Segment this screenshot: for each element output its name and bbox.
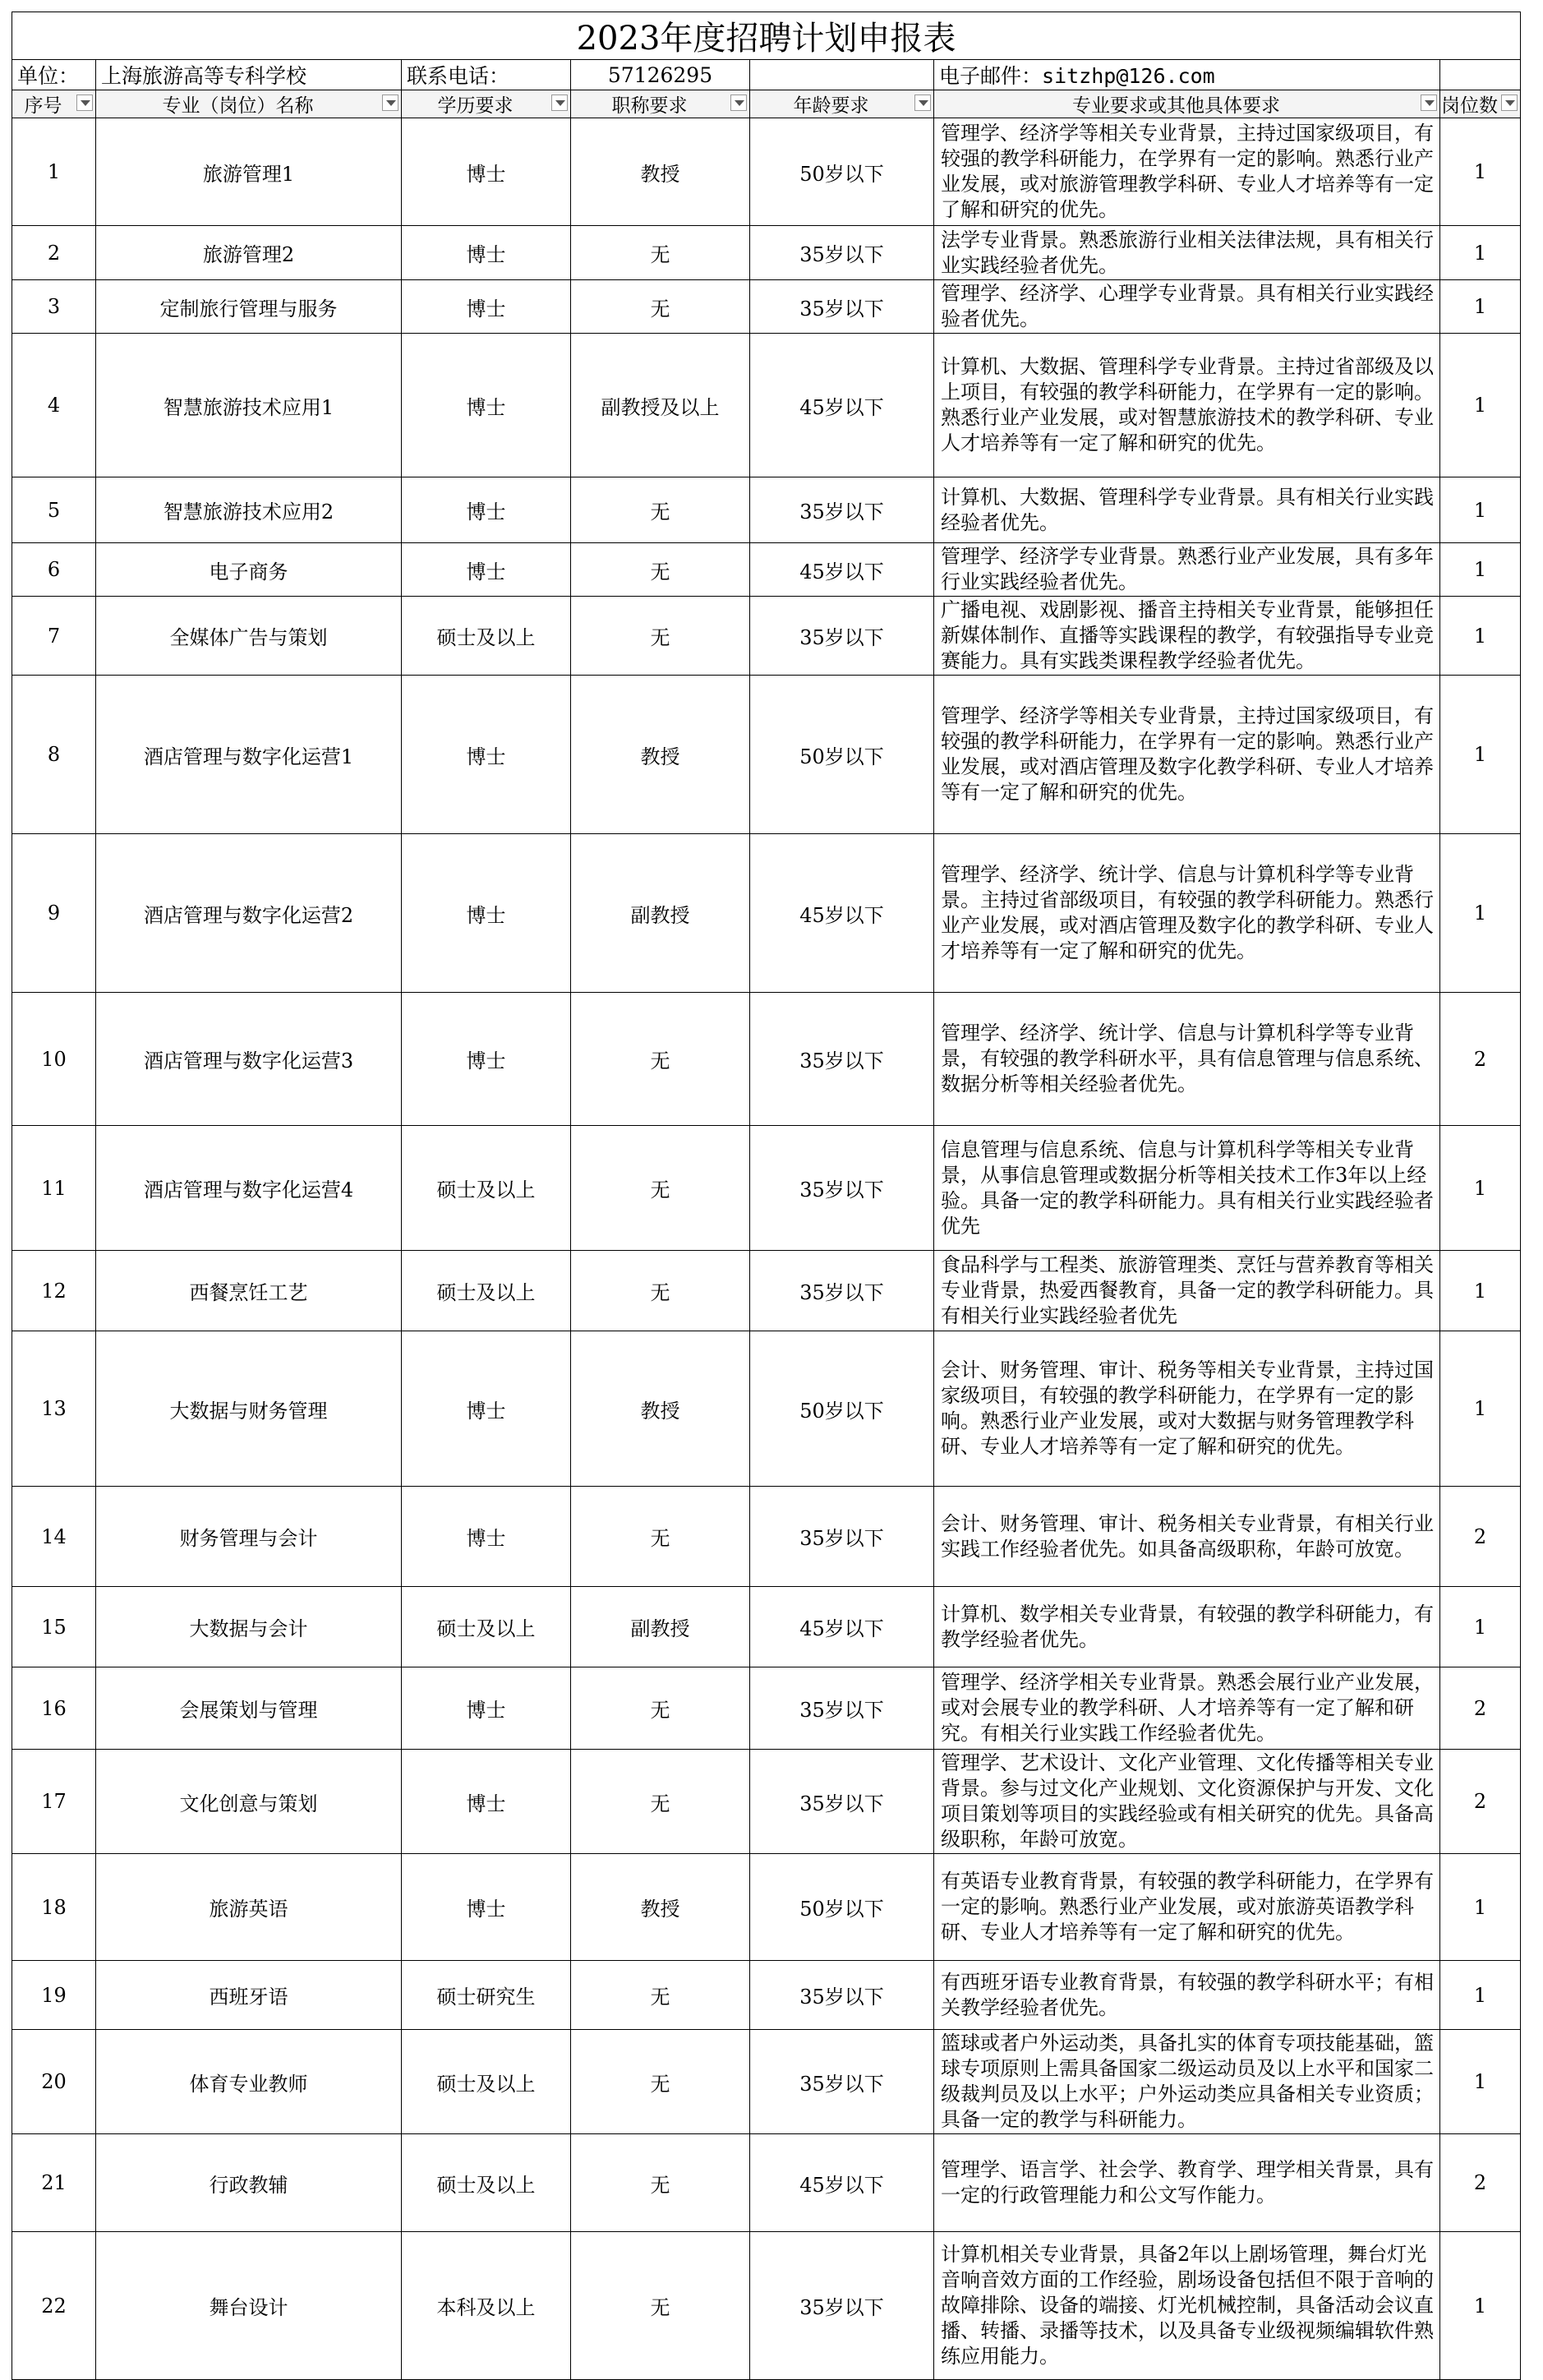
row-no-cell[interactable]: 19 [12,1961,96,2030]
empty-cell[interactable] [1440,60,1521,90]
age-requirement-cell[interactable]: 50岁以下 [750,1854,934,1961]
row-no-cell[interactable]: 6 [12,543,96,597]
education-cell[interactable]: 博士 [402,118,571,226]
row-no-cell[interactable]: 10 [12,993,96,1126]
education-cell[interactable]: 博士 [402,834,571,993]
requirements-cell[interactable]: 有西班牙语专业教育背景，有较强的教学科研水平；有相关教学经验者优先。 [934,1961,1440,2030]
row-no-cell[interactable]: 16 [12,1667,96,1750]
age-requirement-cell[interactable]: 35岁以下 [750,2232,934,2380]
position-count-cell[interactable]: 1 [1440,2232,1521,2380]
position-name-cell[interactable]: 智慧旅游技术应用1 [96,334,402,477]
position-count-cell[interactable]: 1 [1440,118,1521,226]
row-no-cell[interactable]: 21 [12,2134,96,2232]
filter-dropdown-icon[interactable] [551,95,568,111]
email-cell[interactable] [934,60,1440,90]
title-requirement-cell[interactable]: 无 [571,993,750,1126]
title-requirement-cell[interactable]: 无 [571,1126,750,1251]
requirements-cell[interactable]: 计算机、数学相关专业背景，有较强的教学科研能力，有教学经验者优先。 [934,1587,1440,1667]
position-name-cell[interactable]: 舞台设计 [96,2232,402,2380]
sheet-title[interactable]: 2023年度招聘计划申报表 [12,12,1521,60]
requirements-cell[interactable]: 管理学、经济学等相关专业背景，主持过国家级项目，有较强的教学科研能力，在学界有一定的影响。熟悉行业产业发展，或对旅游管理教学科研、专业人才培养等有一定了解和研究的优先。 [934,118,1440,226]
position-count-cell[interactable]: 1 [1440,280,1521,334]
position-count-cell[interactable]: 1 [1440,334,1521,477]
requirements-cell[interactable]: 广播电视、戏剧影视、播音主持相关专业背景，能够担任新媒体制作、直播等实践课程的教学，有较强指导专业竞赛能力。具有实践类课程教学经验者优先。 [934,597,1440,676]
education-cell[interactable]: 博士 [402,1487,571,1587]
table-row [12,226,1521,280]
header-requirements[interactable] [934,90,1440,118]
age-requirement-cell[interactable]: 45岁以下 [750,1587,934,1667]
row-no-cell[interactable]: 17 [12,1750,96,1854]
title-requirement-cell[interactable]: 副教授 [571,1587,750,1667]
title-requirement-cell[interactable]: 教授 [571,1854,750,1961]
title-requirement-cell[interactable]: 教授 [571,1331,750,1487]
education-cell[interactable]: 博士 [402,280,571,334]
row-no-cell[interactable]: 18 [12,1854,96,1961]
filter-dropdown-icon[interactable] [76,95,93,111]
position-count-cell[interactable]: 1 [1440,1251,1521,1331]
position-name-cell[interactable]: 电子商务 [96,543,402,597]
education-cell[interactable]: 博士 [402,226,571,280]
table-row [12,1854,1521,1961]
filter-dropdown-icon[interactable] [1421,95,1437,111]
position-name-cell[interactable]: 酒店管理与数字化运营4 [96,1126,402,1251]
row-no-cell[interactable]: 3 [12,280,96,334]
row-no-cell[interactable]: 22 [12,2232,96,2380]
header-row [12,90,1521,118]
position-count-cell[interactable]: 1 [1440,2030,1521,2134]
table-row [12,477,1521,543]
requirements-cell[interactable]: 信息管理与信息系统、信息与计算机科学等相关专业背景，从事信息管理或数据分析等相关技术工作3年以上经验。具备一定的教学科研能力。具有相关行业实践经验者优先 [934,1126,1440,1251]
filter-dropdown-icon[interactable] [730,95,747,111]
table-row [12,834,1521,993]
education-cell[interactable]: 硕士及以上 [402,1126,571,1251]
table-row [12,597,1521,676]
age-requirement-cell[interactable]: 45岁以下 [750,2134,934,2232]
education-cell[interactable]: 博士 [402,1667,571,1750]
education-cell[interactable]: 硕士及以上 [402,1587,571,1667]
table-row [12,280,1521,334]
requirements-cell[interactable]: 有英语专业教育背景，有较强的教学科研能力，在学界有一定的影响。熟悉行业产业发展，或对旅游英语教学科研、专业人才培养等有一定了解和研究的优先。 [934,1854,1440,1961]
position-name-cell[interactable]: 财务管理与会计 [96,1487,402,1587]
requirements-cell[interactable]: 管理学、经济学等相关专业背景，主持过国家级项目，有较强的教学科研能力，在学界有一定的影响。熟悉行业产业发展，或对酒店管理及数字化教学科研、专业人才培养等有一定了解和研究的优先。 [934,676,1440,834]
phone-label[interactable]: 联系电话： [402,60,571,90]
header-label: 学历要求 [437,95,514,117]
header-count[interactable] [1440,90,1521,118]
position-count-cell[interactable]: 1 [1440,477,1521,543]
row-no-cell[interactable]: 11 [12,1126,96,1251]
table-row [12,2030,1521,2134]
table-row [12,2232,1521,2380]
requirements-cell[interactable]: 管理学、经济学专业背景。熟悉行业产业发展，具有多年行业实践经验者优先。 [934,543,1440,597]
age-requirement-cell[interactable]: 35岁以下 [750,597,934,676]
title-requirement-cell[interactable]: 无 [571,2134,750,2232]
requirements-cell[interactable]: 管理学、经济学相关专业背景。熟悉会展行业产业发展，或对会展专业的教学科研、人才培养等有一定了解和研究。有相关行业实践工作经验者优先。 [934,1667,1440,1750]
education-cell[interactable]: 硕士及以上 [402,2134,571,2232]
position-name-cell[interactable]: 酒店管理与数字化运营2 [96,834,402,993]
title-requirement-cell[interactable]: 无 [571,1961,750,2030]
title-requirement-cell[interactable]: 无 [571,597,750,676]
requirements-cell[interactable]: 法学专业背景。熟悉旅游行业相关法律法规，具有相关行业实践经验者优先。 [934,226,1440,280]
education-cell[interactable]: 博士 [402,676,571,834]
position-name-cell[interactable]: 酒店管理与数字化运营1 [96,676,402,834]
age-requirement-cell[interactable]: 35岁以下 [750,2030,934,2134]
age-requirement-cell[interactable]: 35岁以下 [750,1126,934,1251]
row-no-cell[interactable]: 7 [12,597,96,676]
education-cell[interactable]: 硕士及以上 [402,597,571,676]
spreadsheet [12,12,1520,2380]
age-requirement-cell[interactable]: 45岁以下 [750,334,934,477]
header-label: 岗位数 [1441,95,1499,117]
education-cell[interactable]: 硕士研究生 [402,1961,571,2030]
age-requirement-cell[interactable]: 35岁以下 [750,1667,934,1750]
header-label: 专业（岗位）名称 [162,95,314,117]
requirements-cell[interactable]: 会计、财务管理、审计、税务相关专业背景，有相关行业实践工作经验者优先。如具备高级职称，年龄可放宽。 [934,1487,1440,1587]
requirements-cell[interactable]: 食品科学与工程类、旅游管理类、烹饪与营养教育等相关专业背景，热爱西餐教育，具备一定的教学科研能力。具有相关行业实践经验者优先 [934,1251,1440,1331]
title-requirement-cell[interactable]: 无 [571,1750,750,1854]
requirements-cell[interactable]: 管理学、艺术设计、文化产业管理、文化传播等相关专业背景。参与过文化产业规划、文化资源保护与开发、文化项目策划等项目的实践经验或有相关研究的优先。具备高级职称，年龄可放宽。 [934,1750,1440,1854]
age-requirement-cell[interactable]: 50岁以下 [750,118,934,226]
empty-cell[interactable] [750,60,934,90]
row-no-cell[interactable]: 2 [12,226,96,280]
header-no[interactable] [12,90,96,118]
position-name-cell[interactable]: 旅游英语 [96,1854,402,1961]
header-title[interactable] [571,90,750,118]
position-name-cell[interactable]: 旅游管理2 [96,226,402,280]
position-count-cell[interactable]: 1 [1440,1854,1521,1961]
header-label: 专业要求或其他具体要求 [1072,95,1280,117]
title-requirement-cell[interactable]: 教授 [571,118,750,226]
unit-label[interactable]: 单位： [12,60,96,90]
header-label: 年龄要求 [793,95,869,117]
table-row [12,1587,1521,1667]
filter-dropdown-icon[interactable] [1501,95,1518,111]
title-requirement-cell[interactable]: 无 [571,1667,750,1750]
age-requirement-cell[interactable]: 35岁以下 [750,477,934,543]
age-requirement-cell[interactable]: 50岁以下 [750,1331,934,1487]
requirements-cell[interactable]: 会计、财务管理、审计、税务等相关专业背景，主持过国家级项目，有较强的教学科研能力，在学界有一定的影响。熟悉行业产业发展，或对大数据与财务管理教学科研、专业人才培养等有一定了解和研究的优先。 [934,1331,1440,1487]
title-requirement-cell[interactable]: 无 [571,226,750,280]
table-row [12,2134,1521,2232]
row-no-cell[interactable]: 20 [12,2030,96,2134]
title-requirement-cell[interactable]: 教授 [571,676,750,834]
position-name-cell[interactable]: 文化创意与策划 [96,1750,402,1854]
table-row [12,543,1521,597]
header-label: 序号 [24,95,62,117]
age-requirement-cell[interactable]: 35岁以下 [750,226,934,280]
age-requirement-cell[interactable]: 50岁以下 [750,676,934,834]
table-row [12,1750,1521,1854]
age-requirement-cell[interactable]: 45岁以下 [750,834,934,993]
title-requirement-cell[interactable]: 无 [571,1251,750,1331]
table-row [12,676,1521,834]
header-label: 职称要求 [611,95,688,117]
title-requirement-cell[interactable]: 无 [571,280,750,334]
email-label: 电子邮件： [939,64,1043,88]
requirements-cell[interactable]: 管理学、经济学、心理学专业背景。具有相关行业实践经验者优先。 [934,280,1440,334]
table-row [12,1961,1521,2030]
row-no-cell[interactable]: 14 [12,1487,96,1587]
education-cell[interactable]: 博士 [402,1854,571,1961]
education-cell[interactable]: 硕士及以上 [402,2030,571,2134]
position-name-cell[interactable]: 大数据与会计 [96,1587,402,1667]
position-name-cell[interactable]: 旅游管理1 [96,118,402,226]
position-count-cell[interactable]: 1 [1440,1961,1521,2030]
position-count-cell[interactable]: 1 [1440,543,1521,597]
unit-value[interactable]: 上海旅游高等专科学校 [96,60,402,90]
row-no-cell[interactable]: 15 [12,1587,96,1667]
title-requirement-cell[interactable]: 无 [571,2030,750,2134]
title-requirement-cell[interactable]: 无 [571,1487,750,1587]
position-count-cell[interactable]: 1 [1440,834,1521,993]
age-requirement-cell[interactable]: 35岁以下 [750,993,934,1126]
position-count-cell[interactable]: 2 [1440,1487,1521,1587]
table-row [12,1487,1521,1587]
title-requirement-cell[interactable]: 副教授及以上 [571,334,750,477]
education-cell[interactable]: 本科及以上 [402,2232,571,2380]
table-row [12,1331,1521,1487]
requirements-cell[interactable]: 管理学、经济学、统计学、信息与计算机科学等专业背景。主持过省部级项目，有较强的教学科研能力。熟悉行业产业发展，或对酒店管理及数字化的教学科研、专业人才培养等有一定了解和研究的优先。 [934,834,1440,993]
position-name-cell[interactable]: 西班牙语 [96,1961,402,2030]
position-count-cell[interactable]: 1 [1440,1331,1521,1487]
position-name-cell[interactable]: 定制旅行管理与服务 [96,280,402,334]
position-count-cell[interactable]: 1 [1440,1126,1521,1251]
education-cell[interactable]: 博士 [402,334,571,477]
table-row [12,1251,1521,1331]
position-count-cell[interactable]: 2 [1440,1750,1521,1854]
position-count-cell[interactable]: 2 [1440,993,1521,1126]
row-no-cell[interactable]: 5 [12,477,96,543]
position-count-cell[interactable]: 1 [1440,226,1521,280]
position-name-cell[interactable]: 智慧旅游技术应用2 [96,477,402,543]
age-requirement-cell[interactable]: 35岁以下 [750,1750,934,1854]
title-requirement-cell[interactable]: 无 [571,477,750,543]
phone-value[interactable]: 57126295 [571,60,750,90]
row-no-cell[interactable]: 13 [12,1331,96,1487]
requirements-cell[interactable]: 计算机、大数据、管理科学专业背景。具有相关行业实践经验者优先。 [934,477,1440,543]
requirements-cell[interactable]: 篮球或者户外运动类，具备扎实的体育专项技能基础，篮球专项原则上需具备国家二级运动员及以上水平和国家二级裁判员及以上水平；户外运动类应具备相关专业资质；具备一定的教学与科研能力。 [934,2030,1440,2134]
title-requirement-cell[interactable]: 无 [571,543,750,597]
position-count-cell[interactable]: 1 [1440,676,1521,834]
position-name-cell[interactable]: 全媒体广告与策划 [96,597,402,676]
recruitment-table [12,12,1521,2380]
row-no-cell[interactable]: 4 [12,334,96,477]
table-row [12,1126,1521,1251]
requirements-cell[interactable]: 计算机、大数据、管理科学专业背景。主持过省部级及以上项目，有较强的教学科研能力，在学界有一定的影响。熟悉行业产业发展，或对智慧旅游技术的教学科研、专业人才培养等有一定了解和研究的优先。 [934,334,1440,477]
position-count-cell[interactable]: 1 [1440,597,1521,676]
requirements-cell[interactable]: 管理学、语言学、社会学、教育学、理学相关背景，具有一定的行政管理能力和公文写作能力。 [934,2134,1440,2232]
age-requirement-cell[interactable]: 35岁以下 [750,1487,934,1587]
education-cell[interactable]: 博士 [402,1331,571,1487]
age-requirement-cell[interactable]: 35岁以下 [750,1961,934,2030]
row-no-cell[interactable]: 1 [12,118,96,226]
education-cell[interactable]: 博士 [402,993,571,1126]
age-requirement-cell[interactable]: 35岁以下 [750,280,934,334]
position-name-cell[interactable]: 会展策划与管理 [96,1667,402,1750]
table-row [12,118,1521,226]
title-requirement-cell[interactable]: 无 [571,2232,750,2380]
position-count-cell[interactable]: 2 [1440,2134,1521,2232]
table-row [12,993,1521,1126]
row-no-cell[interactable]: 8 [12,676,96,834]
row-no-cell[interactable]: 12 [12,1251,96,1331]
row-no-cell[interactable]: 9 [12,834,96,993]
position-count-cell[interactable]: 1 [1440,1587,1521,1667]
position-name-cell[interactable]: 大数据与财务管理 [96,1331,402,1487]
filter-dropdown-icon[interactable] [382,95,398,111]
requirements-cell[interactable]: 管理学、经济学、统计学、信息与计算机科学等专业背景，有较强的教学科研水平，具有信息管理与信息系统、数据分析等相关经验者优先。 [934,993,1440,1126]
position-name-cell[interactable]: 体育专业教师 [96,2030,402,2134]
filter-dropdown-icon[interactable] [914,95,931,111]
education-cell[interactable]: 博士 [402,543,571,597]
table-row [12,334,1521,477]
education-cell[interactable]: 硕士及以上 [402,1251,571,1331]
position-name-cell[interactable]: 西餐烹饪工艺 [96,1251,402,1331]
title-requirement-cell[interactable]: 副教授 [571,834,750,993]
age-requirement-cell[interactable]: 45岁以下 [750,543,934,597]
email-value: sitzhp@126.com [1042,64,1215,88]
header-name[interactable] [96,90,402,118]
header-edu[interactable] [402,90,571,118]
position-count-cell[interactable]: 2 [1440,1667,1521,1750]
education-cell[interactable]: 博士 [402,477,571,543]
age-requirement-cell[interactable]: 35岁以下 [750,1251,934,1331]
position-name-cell[interactable]: 酒店管理与数字化运营3 [96,993,402,1126]
table-row [12,1667,1521,1750]
position-name-cell[interactable]: 行政教辅 [96,2134,402,2232]
requirements-cell[interactable]: 计算机相关专业背景，具备2年以上剧场管理，舞台灯光音响音效方面的工作经验，剧场设备包括但不限于音响的故障排除、设备的端接、灯光机械控制，具备活动会议直播、转播、录播等技术，以及具备专业级视频编辑软件熟练应用能力。 [934,2232,1440,2380]
header-age[interactable] [750,90,934,118]
education-cell[interactable]: 博士 [402,1750,571,1854]
